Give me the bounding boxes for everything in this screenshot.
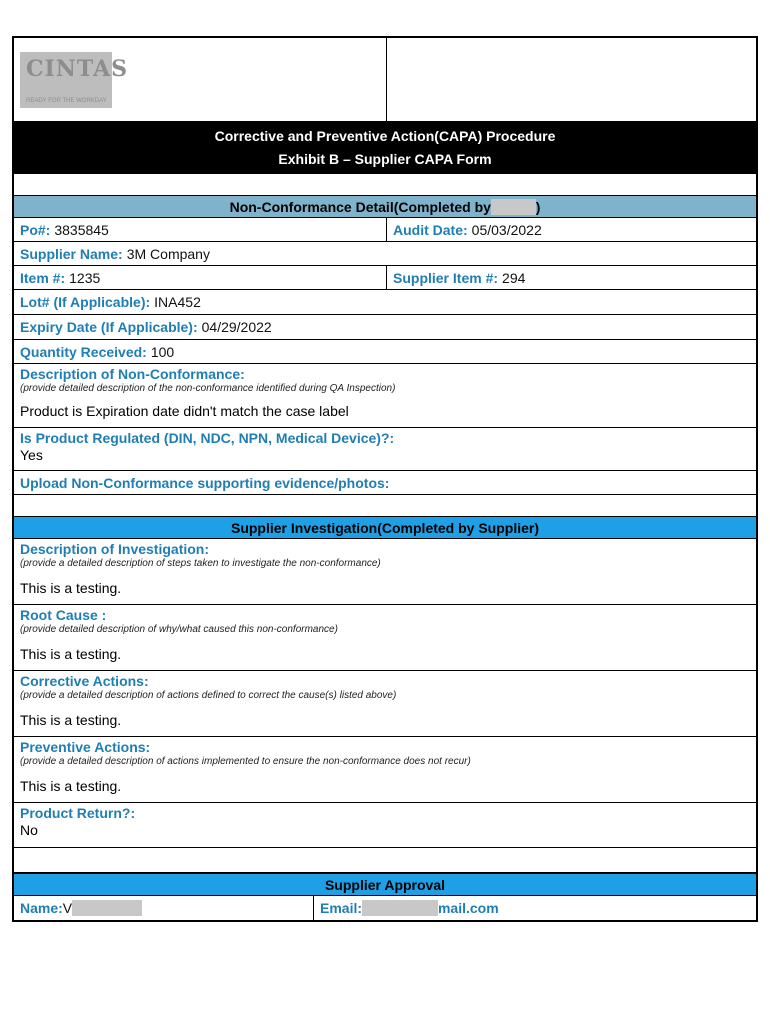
nonconformance-description-row [14, 364, 756, 428]
supplier-name-row [14, 242, 756, 266]
investigation-description-row [14, 539, 756, 605]
corrective-actions-cell[interactable] [14, 671, 756, 736]
investigation-description-cell[interactable] [14, 539, 756, 604]
lot-row [14, 290, 756, 315]
item-value[interactable]: 1235 [69, 269, 101, 286]
expiry-value[interactable]: 04/29/2022 [201, 319, 272, 335]
header-empty-cell [386, 38, 756, 121]
product-return-value[interactable]: No [20, 822, 38, 838]
redacted-company: Cintas [491, 198, 535, 215]
audit-date-label: Audit Date: [393, 221, 468, 238]
cintas-logo [20, 52, 129, 108]
regulated-row [14, 428, 756, 471]
root-cause-row [14, 605, 756, 671]
preventive-actions-label: Preventive Actions: [20, 739, 151, 755]
regulated-label: Is Product Regulated (DIN, NDC, NPN, Medical Device)?: [20, 430, 395, 446]
section-title-text: Non-Conformance Detail(Completed by [229, 198, 491, 215]
item-row [14, 266, 756, 290]
item-cell[interactable] [14, 266, 386, 289]
audit-date-value[interactable]: 05/03/2022 [471, 221, 542, 238]
root-cause-label: Root Cause : [20, 607, 107, 623]
po-cell[interactable] [14, 218, 386, 241]
supplier-item-label: Supplier Item #: [393, 269, 499, 286]
title-line-2: Exhibit B – Supplier CAPA Form [278, 150, 492, 167]
quantity-label: Quantity Received: [20, 343, 147, 360]
nonconformance-description-value[interactable]: Product is Expiration date didn't match the case label [20, 403, 349, 419]
lot-value[interactable]: INA452 [154, 294, 201, 310]
form-title [14, 122, 756, 174]
quantity-cell[interactable] [14, 340, 756, 363]
nonconformance-section-header [14, 196, 756, 218]
investigation-section-title: Supplier Investigation(Completed by Supplier) [230, 519, 540, 536]
approver-email-visible[interactable]: mail.com [437, 900, 499, 916]
corrective-actions-row [14, 671, 756, 737]
quantity-row [14, 340, 756, 364]
logo-text: CINTAS [26, 56, 129, 82]
approver-email-label: Email: [320, 900, 363, 916]
section-title-suffix: ) [535, 198, 541, 215]
nonconformance-description-hint: (provide detailed description of the non-conformance identified during QA Inspection) [20, 383, 396, 394]
po-audit-row [14, 218, 756, 242]
expiry-cell[interactable] [14, 315, 756, 339]
spacer-row [14, 495, 756, 517]
root-cause-cell[interactable] [14, 605, 756, 670]
approver-name-redacted: ipul Darker [73, 900, 141, 916]
regulated-value[interactable]: Yes [20, 447, 43, 463]
nonconformance-description-label: Description of Non-Conformance: [20, 366, 245, 382]
approver-email-cell[interactable] [313, 896, 756, 920]
spacer-row [14, 848, 756, 874]
approver-name-cell[interactable] [14, 896, 313, 920]
logo-tagline: READY FOR THE WORKDAY [26, 98, 107, 104]
preventive-actions-cell[interactable] [14, 737, 756, 802]
quantity-value[interactable]: 100 [150, 343, 175, 360]
root-cause-value[interactable]: This is a testing. [20, 646, 122, 662]
corrective-actions-value[interactable]: This is a testing. [20, 712, 122, 728]
po-value[interactable]: 3835845 [54, 221, 109, 238]
investigation-section-header [14, 517, 756, 539]
preventive-actions-hint: (provide a detailed description of actions implemented to ensure the non-conformance does not recur) [20, 756, 471, 767]
approval-section-header [14, 874, 756, 896]
lot-cell[interactable] [14, 290, 756, 314]
supplier-name-cell[interactable] [14, 242, 756, 265]
root-cause-hint: (provide detailed description of why/what caused this non-conformance) [20, 624, 338, 635]
po-label: Po#: [20, 221, 51, 238]
supplier-item-value[interactable]: 294 [502, 269, 526, 286]
upload-evidence-label: Upload Non-Conformance supporting evidence/photos: [20, 474, 390, 491]
supplier-item-cell[interactable] [386, 266, 756, 289]
spacer-row [14, 174, 756, 196]
product-return-cell[interactable] [14, 803, 756, 847]
expiry-label: Expiry Date (If Applicable): [20, 319, 198, 335]
product-return-label: Product Return?: [20, 805, 136, 821]
preventive-actions-value[interactable]: This is a testing. [20, 778, 122, 794]
item-label: Item #: [20, 269, 66, 286]
audit-date-cell[interactable] [386, 218, 756, 241]
corrective-actions-label: Corrective Actions: [20, 673, 149, 689]
product-return-row [14, 803, 756, 848]
investigation-description-label: Description of Investigation: [20, 541, 210, 557]
supplier-name-label: Supplier Name: [20, 245, 123, 262]
approver-name-label: Name: [20, 900, 63, 916]
nonconformance-description-cell[interactable] [14, 364, 756, 427]
upload-evidence-cell[interactable] [14, 471, 756, 494]
corrective-actions-hint: (provide a detailed description of actions defined to correct the cause(s) listed above) [20, 690, 397, 701]
approval-section-title: Supplier Approval [324, 876, 446, 893]
capa-form [12, 36, 758, 922]
investigation-description-hint: (provide a detailed description of steps taken to investigate the non-conformance) [20, 558, 381, 569]
regulated-cell[interactable] [14, 428, 756, 470]
approver-email-redacted: vipulity2000 [363, 900, 437, 916]
approver-name-visible[interactable]: V [62, 900, 73, 916]
supplier-name-value[interactable]: 3M Company [126, 245, 210, 262]
expiry-row [14, 315, 756, 340]
preventive-actions-row [14, 737, 756, 803]
investigation-description-value[interactable]: This is a testing. [20, 580, 122, 596]
approval-row [14, 896, 756, 920]
form-header [14, 38, 756, 122]
lot-label: Lot# (If Applicable): [20, 294, 151, 310]
logo-cell [14, 38, 386, 121]
title-line-1: Corrective and Preventive Action(CAPA) Procedure [214, 127, 556, 144]
upload-row [14, 471, 756, 495]
